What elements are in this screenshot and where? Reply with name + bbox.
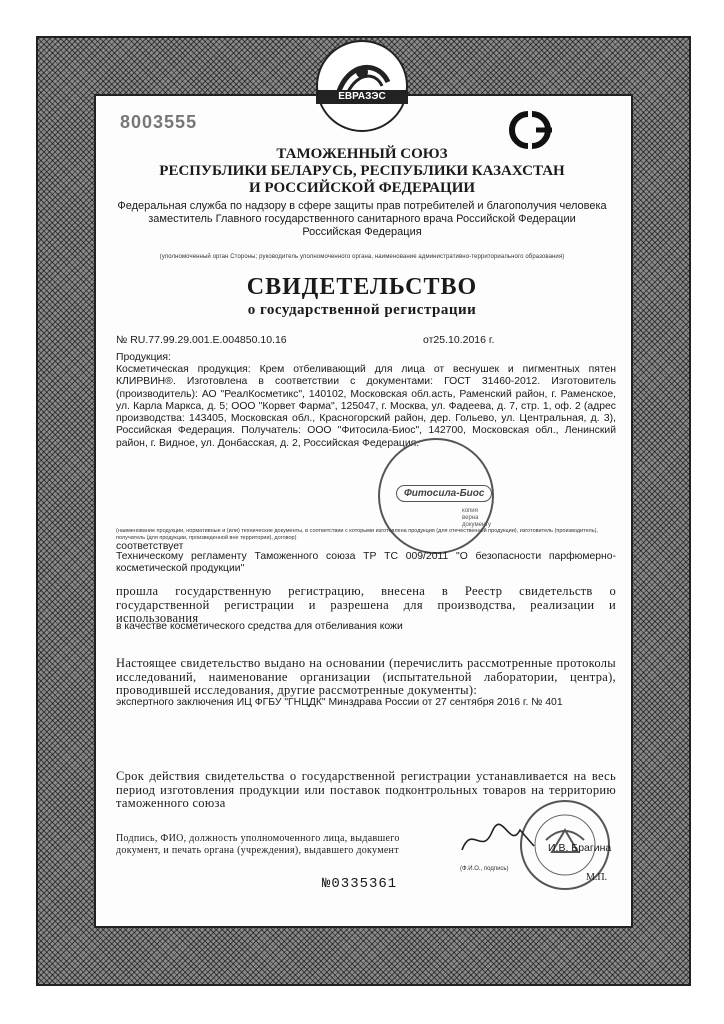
certificate-subtitle: о государственной регистрации (247, 302, 477, 318)
product-description: Косметическая продукция: Крем отбеливающий для лица от веснушек и пигментных пятен КЛИРВИН®. Изготовлена в соответствии с документами: ГОСТ 31460-2012. Изготовитель (производитель): АО "РеалКосметикс", 140102, Московская обл.асть, Раменский район, г. Раменское, ул. Карла Маркса, д. 5; ООО "Корвет Фарма", 125047, г. Москва, ул. Фадеева, д. 7, стр. 1, оф. 2 (адрес производства: 143405, Московская обл., Красногорский район, дер. Гольево, ул. Центральная, д. 3), Российская Федерация. Получатель: ООО "Фитосила-Биос", 142700, Московская обл., Ленинский район, г. Видное, ул. Донбасская, д. 2, Российская Федерация. (116, 364, 616, 449)
emblem-label: ЕВРАЗЭС (316, 90, 408, 104)
registration-date (423, 334, 494, 346)
conformity-lead: соответствует (116, 541, 184, 552)
header-line-3: И РОССИЙСКОЙ ФЕДЕРАЦИИ (248, 180, 476, 196)
header-line-1: ТАМОЖЕННЫЙ СОЮЗ (276, 146, 448, 162)
signer-name: И.В. Брагина (548, 842, 612, 854)
emblem-icon (318, 42, 406, 130)
agency-line-1: Федеральная служба по надзору в сфере защиты прав потребителей и благополучия человека (117, 200, 607, 212)
registration-number (116, 334, 287, 346)
basis-value: экспертного заключения ИЦ ФГБУ "ГНЦДК" Минздрава России от 27 сентября 2016 г. № 401 (116, 697, 563, 708)
number-value: RU.77.99.29.001.Е.004850.10.16 (130, 334, 287, 346)
product-caption: (наименование продукции, нормативные и (или) технические документы, в соответствии с которыми изготовлена продукция (для отечественной продукции), изготовитель (производитель), получатель (для продукции, произведенной вне территории), договор) (116, 528, 598, 541)
header-line-2: РЕСПУБЛИКИ БЕЛАРУСЬ, РЕСПУБЛИКИ КАЗАХСТАН (159, 163, 565, 179)
validity-statement: Срок действия свидетельства о государственной регистрации устанавливается на весь период изготовления продукции или поставок подконтрольных товаров на территорию таможенного союза (116, 769, 616, 810)
stamp-company-name: Фитосила-Биос (396, 485, 492, 502)
serial-watermark: 8003555 (120, 112, 198, 132)
conformity-text: Техническому регламенту Таможенного союза ТР ТС 009/2011 "О безопасности парфюмерно-косметической продукции" (116, 551, 616, 575)
agency-line-2: заместитель Главного государственного санитарного врача Российской Федерации (148, 213, 576, 225)
date-value: 25.10.2016 г. (433, 334, 495, 346)
signer-caption: (Ф.И.О., подпись) (460, 866, 509, 872)
handwritten-signature (458, 820, 538, 865)
stamp-note: копия верна документу (462, 508, 492, 528)
date-prefix: от (423, 334, 434, 346)
product-heading: Продукция: (116, 352, 171, 363)
number-prefix: № (116, 334, 128, 346)
signature-label: Подпись, ФИО, должность уполномоченного лица, выдавшего документ, и печать органа (учреждения), выдавшего документ (116, 833, 400, 856)
certificate-title: СВИДЕТЕЛЬСТВО (246, 274, 478, 300)
signature-icon (458, 820, 538, 860)
authority-caption: (уполномоченный орган Стороны; руководитель уполномоченного органа, наименование административно-территориального образования) (159, 254, 565, 260)
eurasec-emblem (316, 40, 408, 132)
registration-statement: прошла государственную регистрацию, внесена в Реестр свидетельств о государственной регистрации и разрешена для производства, реализации и использования (116, 584, 616, 625)
seal-place-label: М.П. (586, 872, 608, 883)
basis-statement: Настоящее свидетельство выдано на основании (перечислить рассмотренные протоколы исследований, наименование организации (испытательной лаборатории, центра), проводившей исследования, другие рассмотренные документы): (116, 656, 616, 697)
agency-line-3: Российская Федерация (302, 226, 422, 238)
form-number: №0335361 (322, 876, 398, 892)
usage-purpose: в качестве косметического средства для отбеливания кожи (116, 621, 403, 632)
